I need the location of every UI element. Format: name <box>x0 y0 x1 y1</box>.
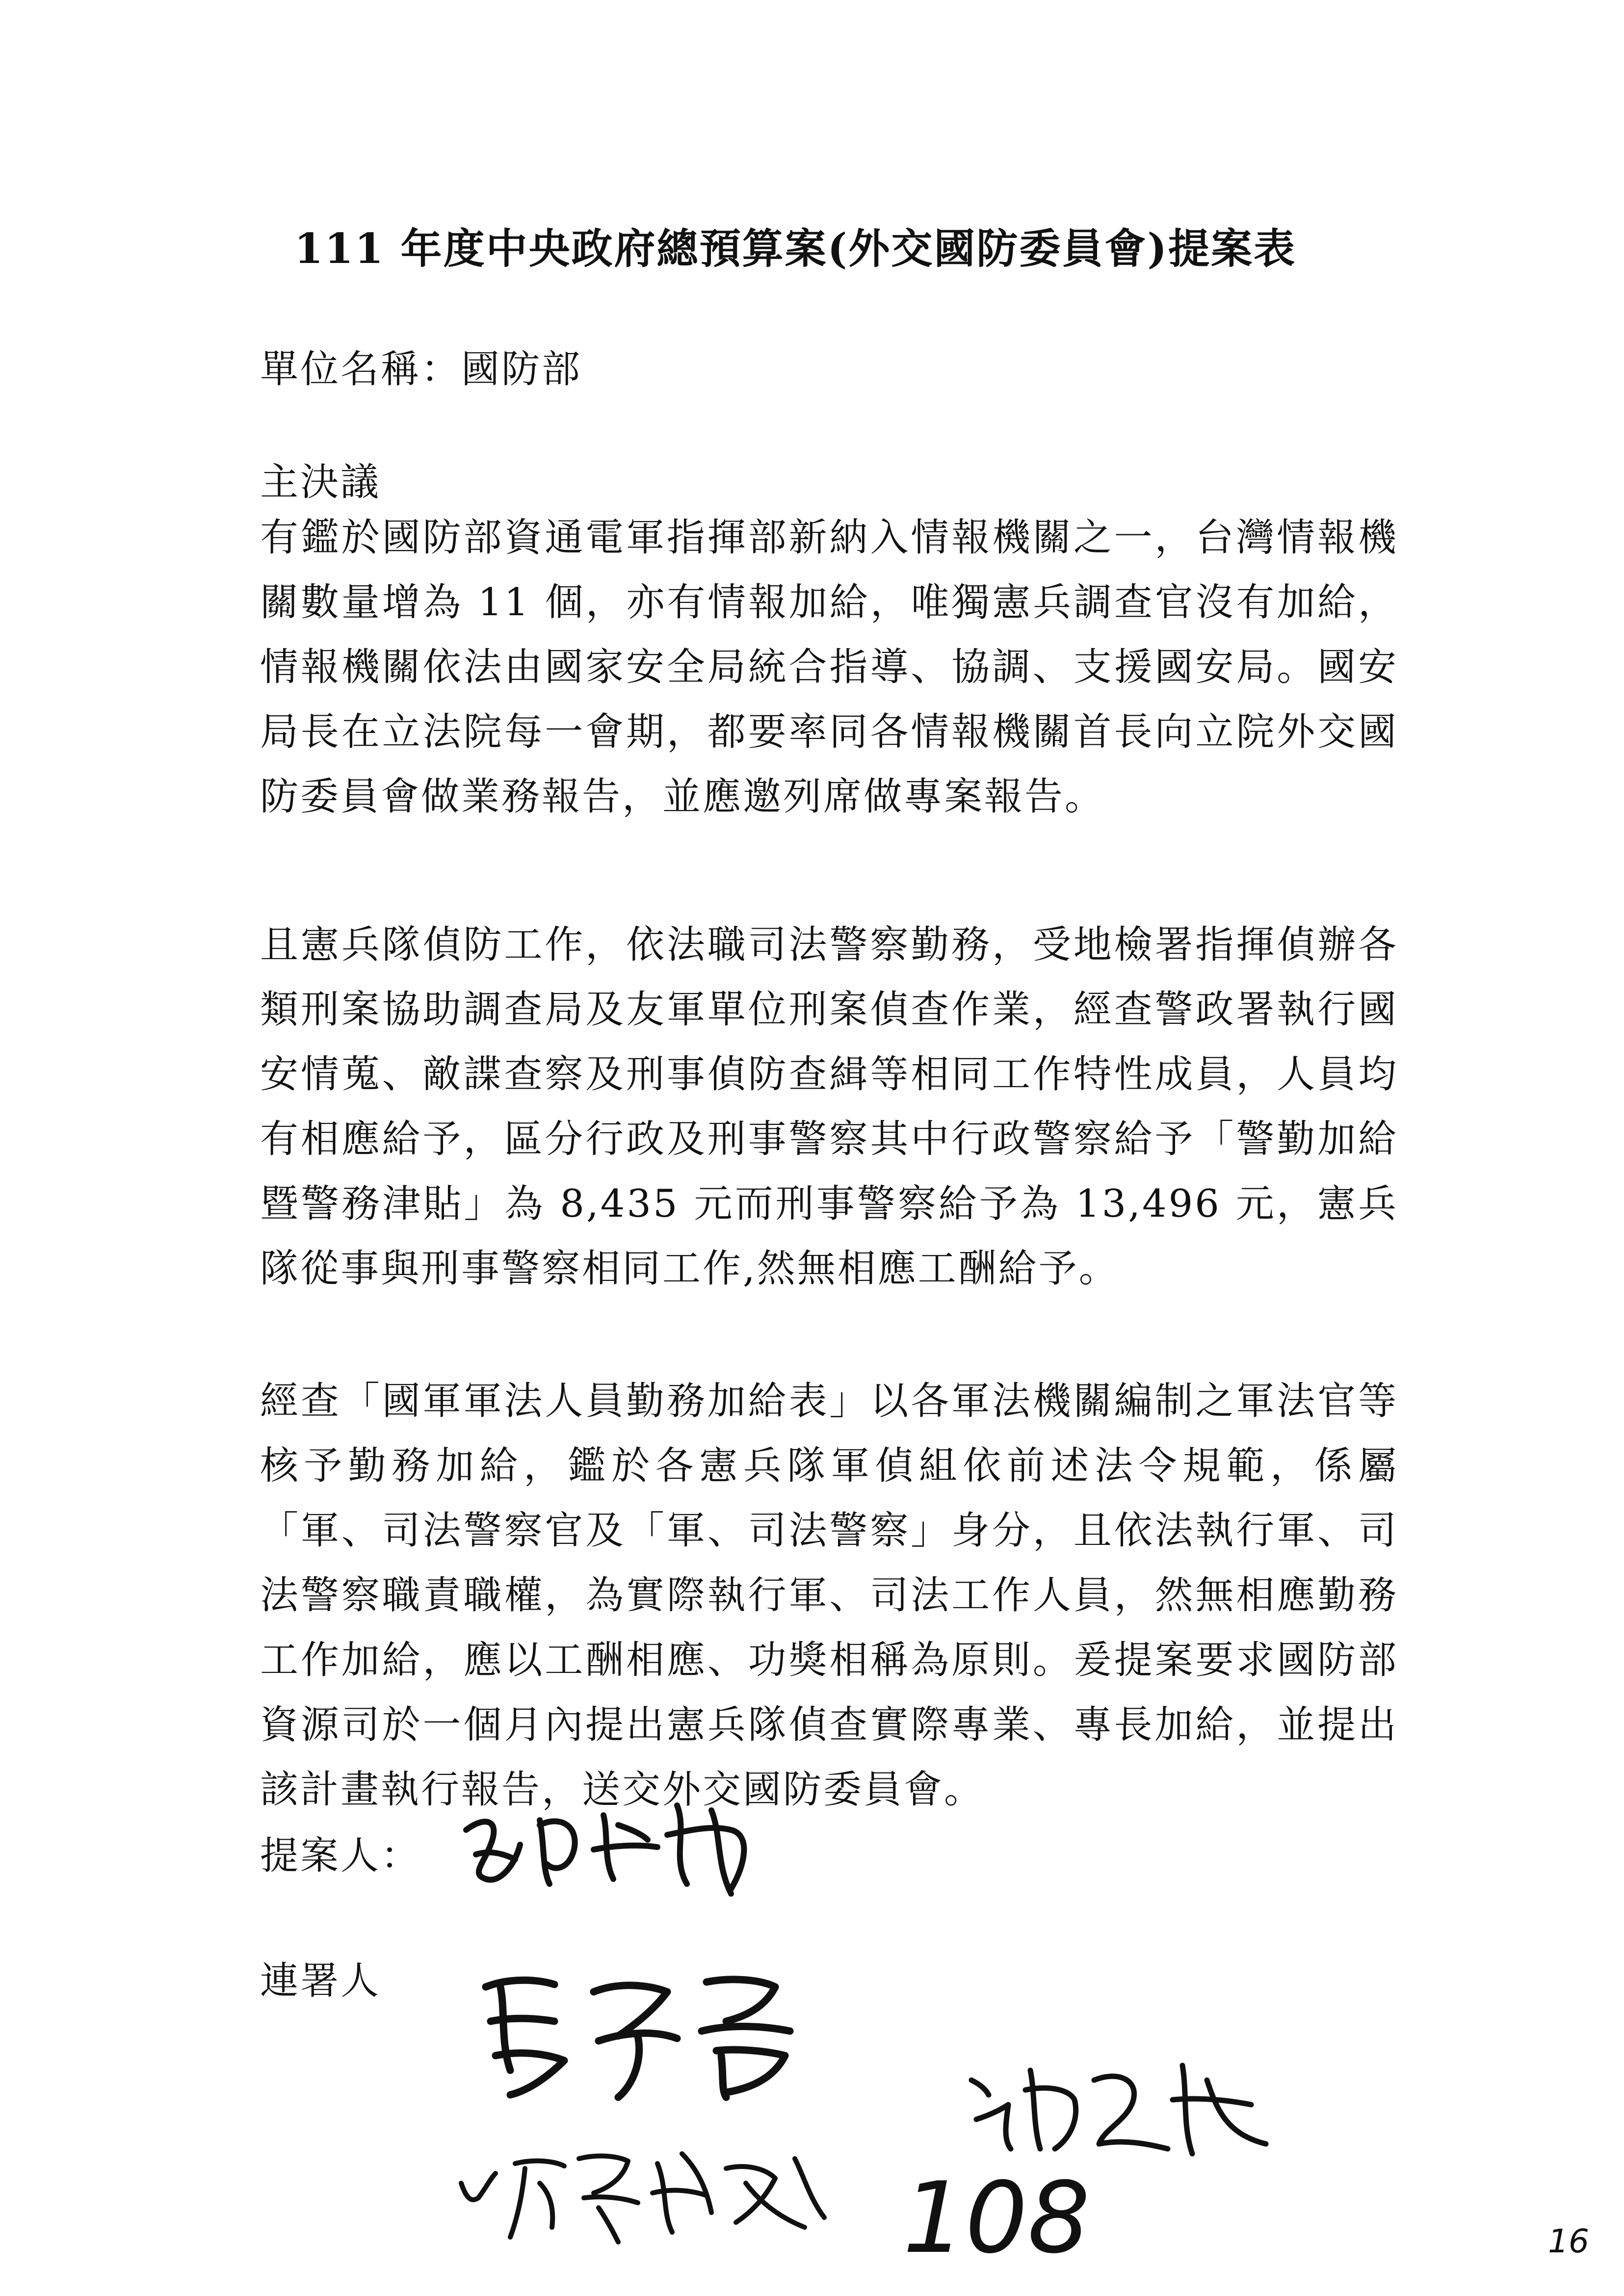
cosigner-label: 連署人 <box>260 1959 381 2003</box>
cosigner-signature-1 <box>471 1957 805 2105</box>
cosigner-signature-3 <box>451 2124 844 2247</box>
resolution-heading: 主決議 <box>260 460 381 504</box>
document-title: 111 年度中央政府總預算案(外交國防委員會)提案表 <box>294 224 1297 273</box>
resolution-paragraph-1: 有鑑於國防部資通電軍指揮部新納入情報機關之一，台灣情報機關數量增為 11 個，亦有情報加給，唯獨憲兵調查官沒有加給，情報機關依法由國家安全局統合指導、協調、支援國安局。國安局長在立法院每一會期，都要率同各情報機關首長向立院外交國防委員會做業務報告，並應邀列席做專案報告。 <box>260 516 1398 819</box>
proposer-signature <box>456 1786 770 1899</box>
handwritten-number-text: 108 <box>903 2161 1090 2275</box>
proposer-label: 提案人： <box>260 1834 421 1878</box>
page-number: 16 <box>1548 2222 1589 2260</box>
cosigner-signature-2 <box>962 2051 1276 2164</box>
resolution-paragraph-2: 且憲兵隊偵防工作，依法職司法警察勤務，受地檢署指揮偵辦各類刑案協助調查局及友軍單位刑案偵查作業，經查警政署執行國安情蒐、敵諜查察及刑事偵防查緝等相同工作特性成員，人員均有相應給予，區分行政及刑事警察其中行政警察給予「警勤加給暨警務津貼」為 8,435 元而刑事警察給予為 13,496 元，憲兵隊從事與刑事警察相同工作,然無相應工酬給予。 <box>260 923 1398 1291</box>
handwritten-number <box>898 2159 1090 2275</box>
resolution-paragraph-3: 經查「國軍軍法人員勤務加給表」以各軍法機關編制之軍法官等核予勤務加給，鑑於各憲兵隊軍偵組依前述法令規範，係屬「軍、司法警察官及「軍、司法警察」身分，且依法執行軍、司法警察職責職權，為實際執行軍、司法工作人員，然無相應勤務工作加給，應以工酬相應、功獎相稱為原則。爰提案要求國防部資源司於一個月內提出憲兵隊偵查實際專業、專長加給，並提出該計畫執行報告，送交外交國防委員會。 <box>260 1379 1398 1812</box>
unit-name-line: 單位名稱：國防部 <box>260 347 582 391</box>
